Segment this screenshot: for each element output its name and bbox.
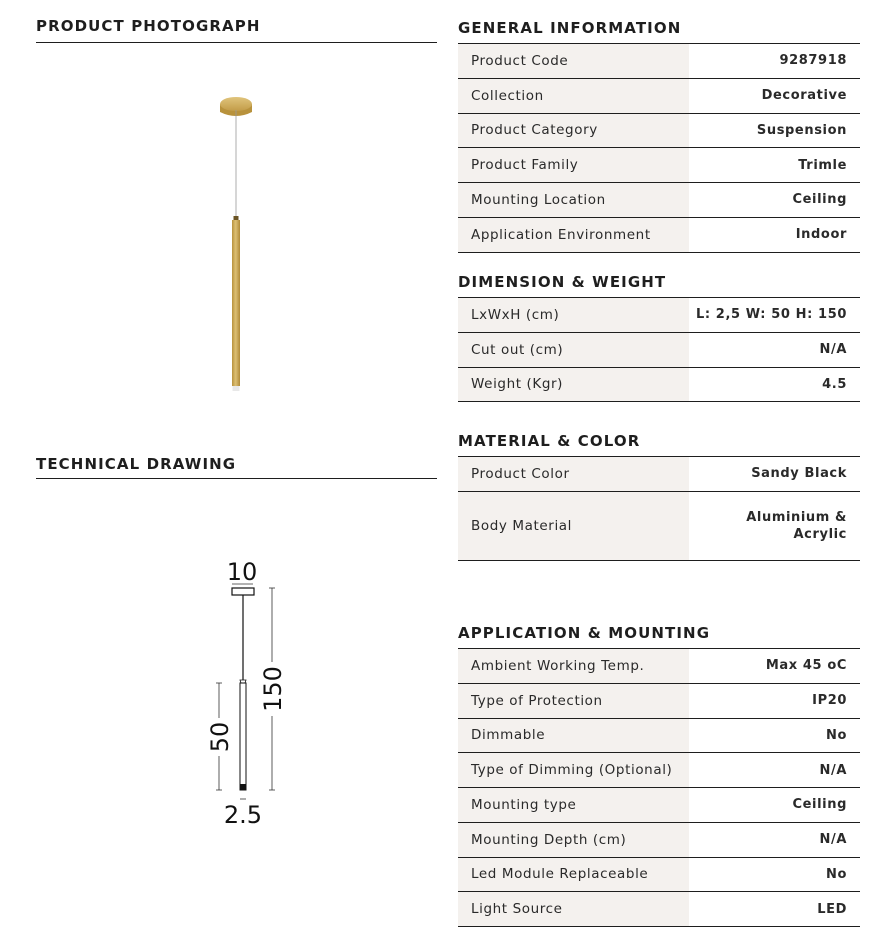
height-dimension-label: 150: [259, 666, 287, 712]
row-label: Weight (Kgr): [458, 368, 689, 402]
row-value: Suspension: [756, 122, 847, 138]
table-row: [458, 333, 860, 368]
row-value: 9287918: [779, 53, 847, 69]
table-row: [458, 457, 860, 492]
row-label: Cut out (cm): [458, 333, 689, 367]
row-value: No: [825, 727, 847, 743]
row-value: Ceiling: [792, 192, 847, 208]
table-row: [458, 218, 860, 253]
row-label: Product Family: [458, 148, 689, 182]
row-value: Sandy Black: [751, 466, 847, 482]
diameter-dimension-label: 2.5: [223, 801, 263, 829]
table-row: [458, 753, 860, 788]
product-photo: [0, 60, 440, 420]
row-label: Product Category: [458, 114, 689, 148]
table-row: [458, 79, 860, 114]
row-value: 4.5: [822, 376, 847, 392]
technical-drawing-title: TECHNICAL DRAWING: [36, 455, 237, 473]
row-label: Product Code: [458, 44, 689, 78]
row-label: Mounting Depth (cm): [458, 823, 689, 857]
table-row: [458, 788, 860, 823]
row-label: Ambient Working Temp.: [458, 649, 689, 683]
table-row: [458, 492, 860, 561]
material-color-section: [458, 432, 860, 561]
tube-outline: [240, 683, 246, 790]
table-row: [458, 823, 860, 858]
divider: [36, 42, 437, 43]
product-photograph-title: PRODUCT PHOTOGRAPH: [36, 17, 261, 35]
table-row: [458, 858, 860, 893]
row-label: Led Module Replaceable: [458, 858, 689, 892]
row-value: N/A: [819, 342, 847, 357]
row-label: LxWxH (cm): [458, 298, 689, 332]
table-row: [458, 114, 860, 149]
section-title: GENERAL INFORMATION: [458, 19, 682, 37]
dimension-weight-section: [458, 273, 860, 402]
row-value: Max 45 oC: [765, 658, 847, 674]
row-value: [689, 492, 860, 560]
row-value: LED: [817, 901, 847, 917]
row-value-line-1: Aluminium &: [746, 509, 847, 525]
row-value: IP20: [812, 693, 847, 708]
row-value-line-2: Acrylic: [793, 526, 847, 542]
section-title: MATERIAL & COLOR: [458, 432, 641, 450]
material-color-table: [458, 456, 860, 561]
row-value: Trimle: [798, 157, 847, 173]
row-label: Type of Protection: [458, 684, 689, 718]
table-row: [458, 684, 860, 719]
table-row: [458, 183, 860, 218]
row-label: Product Color: [458, 457, 689, 491]
row-value: Ceiling: [792, 797, 847, 813]
row-value: Decorative: [761, 88, 847, 103]
table-row: [458, 44, 860, 79]
width-dimension-label: 10: [226, 558, 258, 586]
row-label: Light Source: [458, 892, 689, 926]
row-value: Indoor: [795, 227, 847, 242]
table-row: [458, 719, 860, 754]
table-row: [458, 649, 860, 684]
general-information-table: [458, 43, 860, 253]
row-value: N/A: [819, 762, 847, 778]
row-label: Body Material: [458, 492, 689, 560]
general-information-section: [458, 19, 860, 253]
table-row: [458, 148, 860, 183]
table-row: [458, 368, 860, 403]
canopy-outline: [232, 588, 254, 595]
row-label: Mounting Location: [458, 183, 689, 217]
body-length-dimension-label: 50: [206, 721, 234, 753]
table-row: [458, 892, 860, 927]
row-label: Type of Dimming (Optional): [458, 753, 689, 787]
pendant-lamp-image: [0, 60, 440, 420]
technical-drawing: [150, 550, 350, 840]
row-label: Application Environment: [458, 218, 689, 252]
row-label: Collection: [458, 79, 689, 113]
divider: [36, 478, 437, 479]
row-value: L: 2,5 W: 50 H: 150: [696, 307, 847, 323]
section-title: APPLICATION & MOUNTING: [458, 624, 711, 642]
row-label: Mounting type: [458, 788, 689, 822]
application-mounting-table: [458, 648, 860, 927]
application-mounting-section: [458, 624, 860, 927]
dimension-weight-table: [458, 297, 860, 402]
row-value: N/A: [819, 832, 847, 847]
section-title: DIMENSION & WEIGHT: [458, 273, 667, 291]
row-label: Dimmable: [458, 719, 689, 753]
table-row: [458, 298, 860, 333]
row-value: No: [825, 866, 847, 882]
